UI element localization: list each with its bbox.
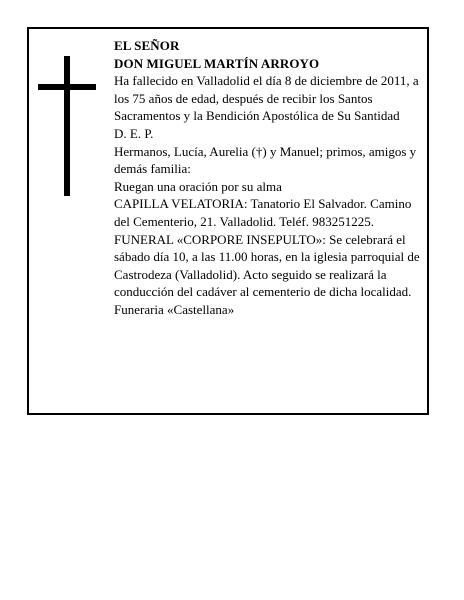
chapel-info: CAPILLA VELATORIA: Tanatorio El Salvador. Camino del Cementerio, 21. Valladolid. Teléf. 983251225. [114,196,412,229]
cross-vertical-bar [64,56,70,196]
family-members: Hermanos, Lucía, Aurelia (†) y Manuel; primos, amigos y demás familia: [114,143,417,177]
cross-horizontal-bar [38,84,96,90]
heading-title: EL SEÑOR [114,38,180,53]
death-notice: Ha fallecido en Valladolid el día 8 de diciembre de 2011, a los 75 años de edad, después de recibir los Santos Sacramentos y la Bendición Apostólica de Su Santidad [114,73,419,124]
dep-abbreviation: D. E. P. [114,125,154,141]
funeral-info: FUNERAL «CORPORE INSEPULTO»: Se celebrará el sábado día 10, a las 11.00 horas, en la iglesia parroquial de Castrodeza (Valladolid). Acto seguido se realizará la conducción del cadáver al cementerio de dicha localidad. [114,231,420,300]
deceased-name: DON MIGUEL MARTÍN ARROYO [114,55,320,71]
prayer-request: Ruegan una oración por su alma [114,178,282,194]
obituary-text [114,37,426,319]
funeral-home: Funeraria «Castellana» [114,301,235,317]
